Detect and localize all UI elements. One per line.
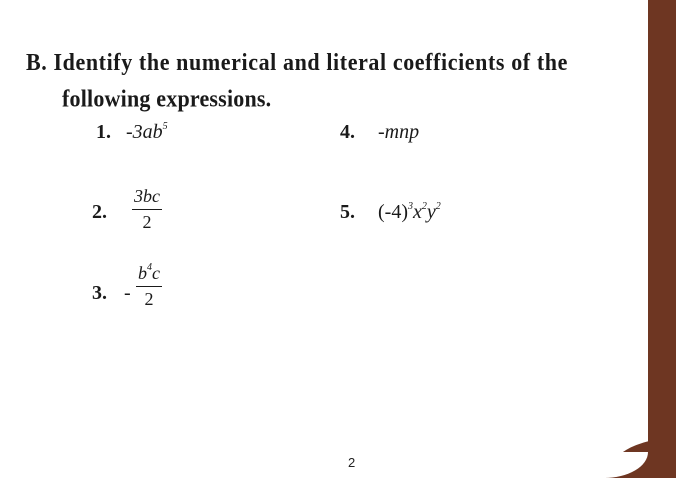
item-1-exponent: 5 — [162, 121, 168, 132]
item-3-denominator: 2 — [144, 289, 154, 309]
item-5-exp-1: 3 — [407, 201, 413, 212]
item-4-number: 4. — [340, 121, 355, 143]
side-decoration-bar — [648, 0, 676, 478]
item-1-expression — [126, 121, 168, 144]
item-2-numerator: 3bc — [132, 186, 162, 210]
item-3-numerator-exp: 4 — [147, 262, 152, 273]
item-1-base: -3ab — [126, 121, 163, 143]
section-heading — [26, 44, 646, 117]
item-1-number: 1. — [96, 121, 111, 143]
item-3-numerator — [136, 262, 162, 287]
item-5-number: 5. — [340, 201, 355, 223]
heading-line-2: following expressions. — [62, 85, 272, 113]
item-3-sign: - — [124, 282, 131, 304]
item-4-expression: -mnp — [378, 121, 420, 143]
item-5-expression — [378, 201, 441, 224]
item-2-fraction — [132, 186, 162, 233]
item-5-exp-2: 2 — [421, 201, 427, 212]
item-2-denominator: 2 — [142, 212, 152, 232]
item-3-numerator-base: b — [138, 263, 147, 283]
item-3-numerator-rest: c — [152, 263, 160, 283]
item-5-base: (-4) — [378, 201, 408, 223]
item-5-var-x: x — [412, 201, 422, 223]
item-5-exp-3: 2 — [435, 201, 441, 212]
item-3-number: 3. — [92, 282, 107, 304]
page-number: 2 — [348, 455, 356, 470]
item-5-var-y: y — [426, 201, 436, 223]
heading-line-1: B. Identify the numerical and literal coefficients of the — [26, 48, 568, 76]
item-3-fraction — [136, 262, 162, 310]
item-2-number: 2. — [92, 201, 107, 223]
